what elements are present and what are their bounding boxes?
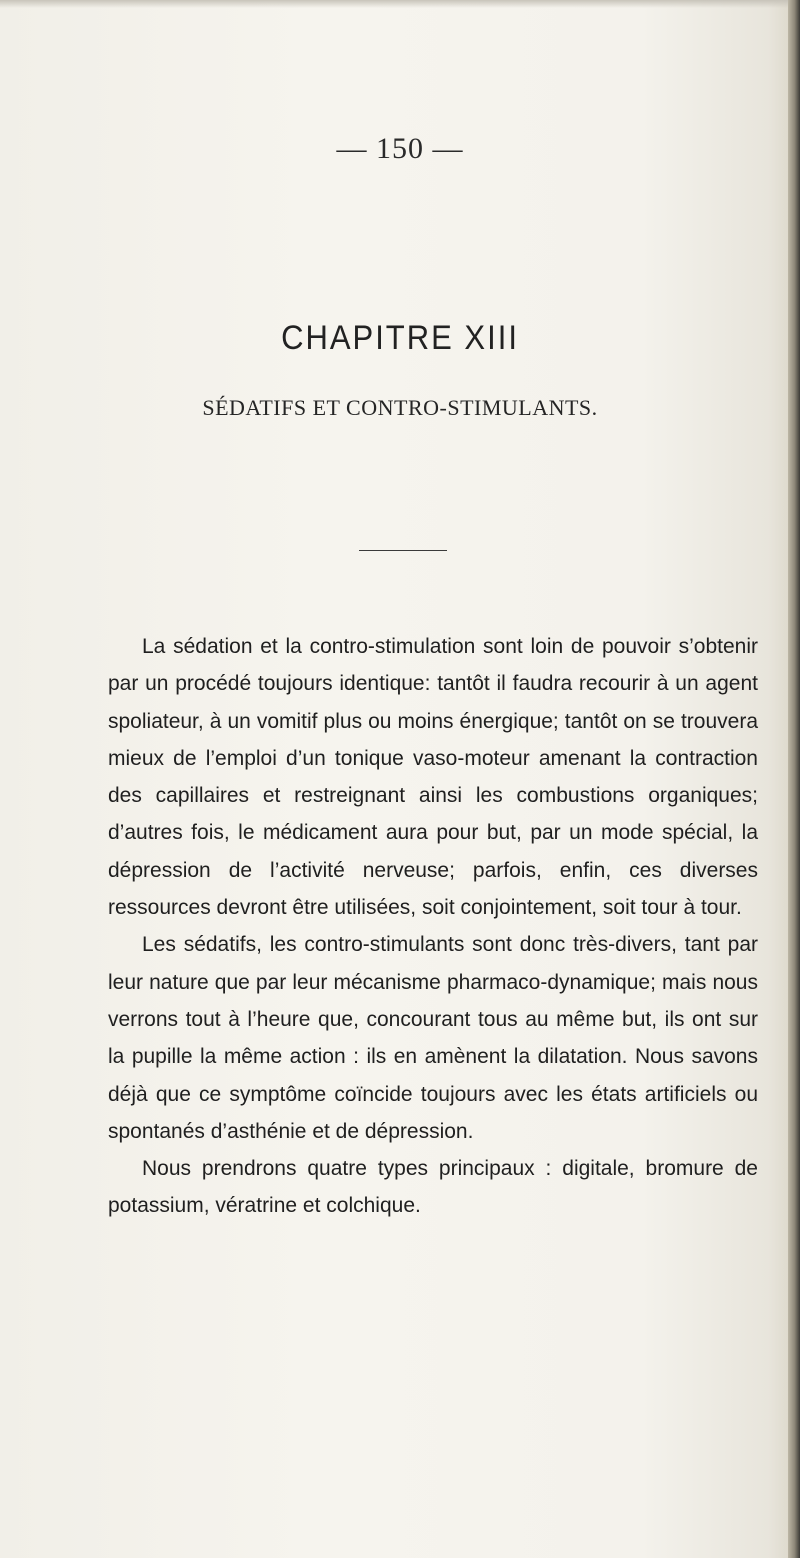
paragraph-1: La sédation et la contro-stimulation sont loin de pouvoir s’obtenir par un procédé toujours identique: tantôt il faudra recourir à un agent spoliateur, à un vomitif plus ou moins énergique; tantôt on se trouvera mieux de l’emploi d’un tonique vaso-moteur amenant la contraction des capillaires et restreignant ainsi les combustions organiques; d’autres fois, le médicament aura pour but, par un mode spécial, la dépression de l’activité nerveuse; parfois, enfin, ces diverses ressources devront être utilisées, soit conjointement, soit tour à tour. <box>108 635 758 920</box>
page-top-shadow <box>0 0 800 8</box>
page-binding-edge <box>788 0 800 1558</box>
chapter-body <box>108 628 758 1225</box>
chapter-title: SÉDATIFS ET CONTRO-STIMULANTS. <box>202 395 598 420</box>
paragraph-3: Nous prendrons quatre types principaux : digitale, bromure de potassium, vératrine et colchique. <box>108 1157 758 1218</box>
page-number: — 150 — <box>336 132 464 165</box>
paragraph-2: Les sédatifs, les contro-stimulants sont donc très-divers, tant par leur nature que par leur mécanisme pharmaco-dynamique; mais nous verrons tout à l’heure que, concourant tous au même but, ils ont sur la pupille la même action : ils en amènent la dilatation. Nous savons déjà que ce symptôme coïncide toujours avec les états artificiels ou spontanés d’asthénie et de dépression. <box>108 933 758 1143</box>
chapter-heading: CHAPITRE XIII <box>281 317 519 358</box>
section-divider <box>359 550 447 551</box>
